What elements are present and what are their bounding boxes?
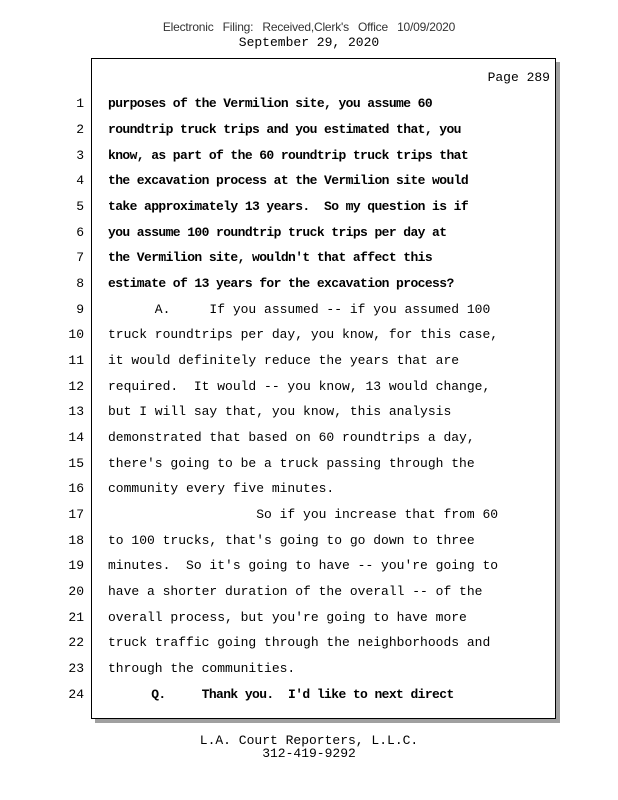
transcript-line: take approximately 13 years. So my question is if <box>108 199 469 214</box>
transcript-line: but I will say that, you know, this analysis <box>108 404 452 419</box>
line-number: 23 <box>68 661 84 676</box>
transcript-line: truck traffic going through the neighborhoods and <box>108 635 491 650</box>
transcript-line: there's going to be a truck passing through the <box>108 456 475 471</box>
line-number: 15 <box>68 456 84 471</box>
line-number: 16 <box>68 481 84 496</box>
line-number: 3 <box>76 148 84 163</box>
line-number: 8 <box>76 276 84 291</box>
line-number: 6 <box>76 225 84 240</box>
transcript-line: it would definitely reduce the years that are <box>108 353 460 368</box>
electronic-filing-stamp: Electronic Filing: Received,Clerk's Office 10/09/2020 <box>162 20 456 34</box>
transcript-line: the Vermilion site, wouldn't that affect this <box>108 250 433 265</box>
line-number: 14 <box>68 430 84 445</box>
line-number: 12 <box>68 379 84 394</box>
transcript-line: minutes. So it's going to have -- you're going to <box>108 558 499 573</box>
line-number: 24 <box>68 687 84 702</box>
transcript-line: know, as part of the 60 roundtrip truck trips that <box>108 148 469 163</box>
line-number: 5 <box>76 199 84 214</box>
transcript-line: Q. Thank you. I'd like to next direct <box>108 687 454 702</box>
transcript-line: A. If you assumed -- if you assumed 100 <box>108 302 491 317</box>
court-reporter-name: L.A. Court Reporters, L.L.C. <box>199 733 419 748</box>
line-number: 2 <box>76 122 84 137</box>
line-number: 22 <box>68 635 84 650</box>
transcript-line: roundtrip truck trips and you estimated that, you <box>108 122 461 137</box>
transcript-line: community every five minutes. <box>108 481 335 496</box>
line-number: 21 <box>68 610 84 625</box>
line-number: 4 <box>76 173 84 188</box>
transcript-line: overall process, but you're going to have more <box>108 610 467 625</box>
line-number: 19 <box>68 558 84 573</box>
line-number: 20 <box>68 584 84 599</box>
line-number: 10 <box>68 327 84 342</box>
transcript-line: demonstrated that based on 60 roundtrips a day, <box>108 430 475 445</box>
line-number: 11 <box>68 353 84 368</box>
transcript-line: the excavation process at the Vermilion site would <box>108 173 469 188</box>
transcript-line: So if you increase that from 60 <box>108 507 499 522</box>
page-number: Page 289 <box>487 70 550 85</box>
court-reporter-phone: 312-419-9292 <box>262 746 356 761</box>
line-number: 9 <box>76 302 84 317</box>
line-number: 18 <box>68 533 84 548</box>
line-number: 17 <box>68 507 84 522</box>
transcript-line: you assume 100 roundtrip truck trips per day at <box>108 225 447 240</box>
transcript-line: truck roundtrips per day, you know, for this case, <box>108 327 499 342</box>
line-number: 7 <box>76 250 84 265</box>
transcript-line: required. It would -- you know, 13 would change, <box>108 379 491 394</box>
line-number: 1 <box>76 96 84 111</box>
transcript-line: estimate of 13 years for the excavation process? <box>108 276 454 291</box>
transcript-line: to 100 trucks, that's going to go down to three <box>108 533 475 548</box>
header-date: September 29, 2020 <box>238 35 380 50</box>
transcript-line: have a shorter duration of the overall -- of the <box>108 584 483 599</box>
transcript-line: through the communities. <box>108 661 296 676</box>
transcript-line: purposes of the Vermilion site, you assume 60 <box>108 96 433 111</box>
line-number: 13 <box>68 404 84 419</box>
